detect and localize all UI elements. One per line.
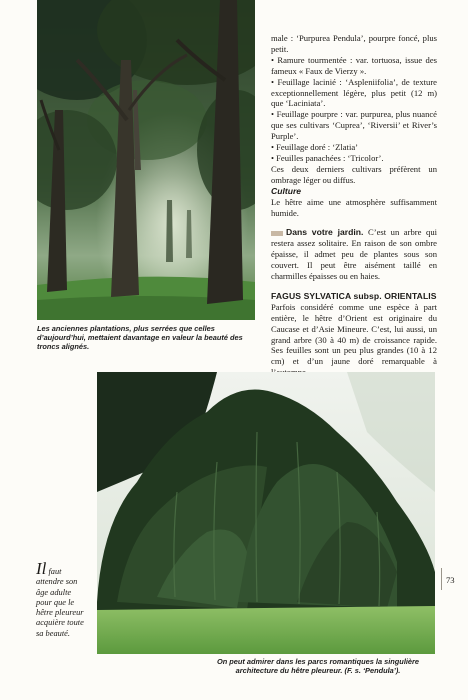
section-text: Parfois considéré comme une espèce à part entière, le hêtre d’Orient est originaire du Caucase et d’Asie Mineure. C’est, lui aussi, un grand arbre (30 à 40 m) de croissance rapide. Ses feuilles sont un peu plus grandes (10 à 12 cm) et d’un jaune doré remarquable à — [271, 301, 437, 367]
section-marker — [271, 231, 283, 236]
culture-text: Le hêtre aime une atmosphère suffisamment humide. — [271, 196, 437, 218]
culture-heading: Culture — [271, 185, 302, 196]
page-number: 73 — [446, 575, 455, 585]
pull-quote-initial: Il — [36, 559, 47, 578]
garden-lead: Dans votre jardin. — [286, 227, 364, 238]
pull-quote-text: faut attendre son âge adulte pour que le hêtre pleureur acquière toute sa beauté. — [36, 567, 84, 638]
beech-avenue-photo — [37, 0, 255, 320]
weeping-beech-photo — [97, 372, 435, 654]
section-title: FAGUS SYLVATICA subsp. ORIENTALIS — [271, 290, 437, 301]
cultivar-line: • Feuilles panachées : ‘Tricolor’. — [271, 152, 384, 163]
text-column — [271, 33, 437, 378]
cultivar-note: Ces deux derniers cultivars préfèrent un ombrage léger ou diffus. — [271, 163, 437, 185]
bottom-photo-caption: On peut admirer dans les parcs romantiques la singulière architecture du hêtre pleureur. (F. s. ‘Pendula’). — [216, 657, 420, 675]
cultivar-line: male : ‘Purpurea Pendula’, pourpre foncé, plus petit. — [271, 33, 437, 54]
cultivar-line: • Feuillage pourpre : var. purpurea, plus nuancé que ses cultivars ‘Cuprea’, ‘Riversii’ et River’s Purple’. — [271, 109, 437, 142]
top-photo-caption: Les anciennes plantations, plus serrées que celles d’aujourd’hui, mettaient davantage en valeur la beauté des troncs alignés. — [37, 324, 243, 351]
garden-text: C’est un arbre qui restera assez solitaire. En raison de son ombre épaisse, il admet peu de plantes sous son couvert. Il peut être aisément taillé en charmilles épaisses ou en haies. — [271, 227, 437, 282]
pull-quote — [36, 559, 84, 639]
cultivar-line: • Feuillage lacinié : ‘Aspleniifolia’, de texture exceptionnellement légère, plus petit (12 m) que ‘Laciniata’. — [271, 76, 437, 109]
cultivar-line: • Ramure tourmentée : var. tortuosa, issue des fameux « Faux de Vierzy ». — [271, 54, 437, 76]
garden-paragraph — [271, 227, 437, 282]
cultivar-line: • Feuillage doré : ‘Zlatia’ — [271, 142, 359, 153]
page-number-rule — [441, 568, 442, 590]
